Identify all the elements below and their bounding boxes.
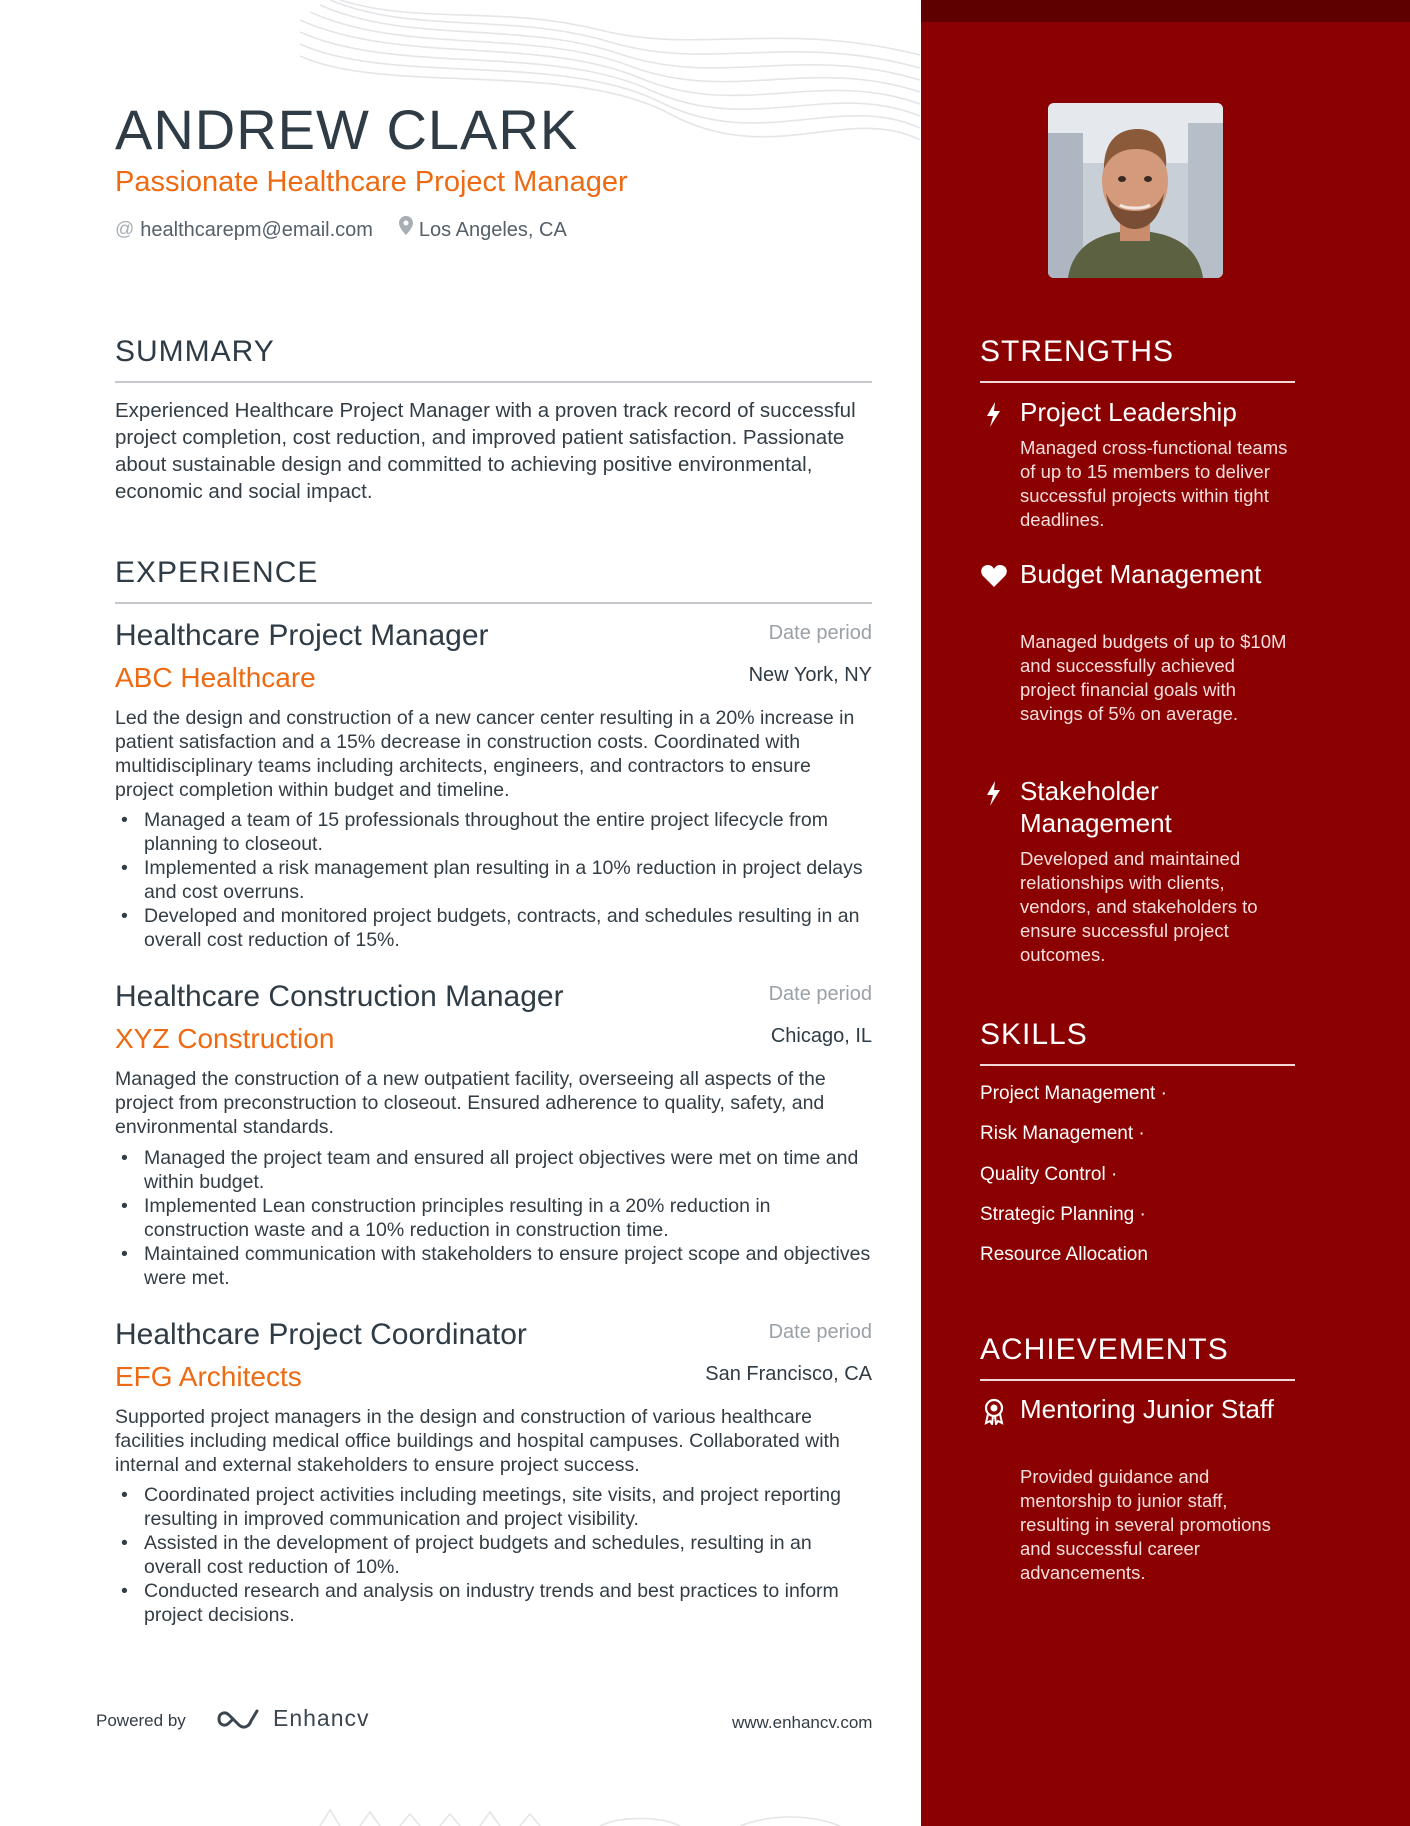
job-company: ABC Healthcare (115, 662, 316, 693)
footer-powered-by: Powered by (96, 1711, 186, 1730)
strength-description: Developed and maintained relationships with clients, vendors, and stakeholders to ensure successful project outcomes. (1020, 848, 1258, 965)
candidate-headline: Passionate Healthcare Project Manager (115, 166, 628, 198)
job-title: Healthcare Construction Manager (115, 980, 564, 1013)
job-bullet-text: Developed and monitored project budgets, contracts, and schedules resulting in an overall cost reduction of 15%. (144, 905, 860, 951)
job-bullet: • Maintained communication with stakeholders to ensure project scope and objectives were met. (121, 1243, 871, 1289)
job-location: Chicago, IL (770, 1025, 872, 1047)
job-date: Date period (768, 1321, 872, 1343)
job-date: Date period (768, 983, 872, 1005)
job-company: XYZ Construction (115, 1023, 335, 1054)
skill-label: Risk Management (980, 1123, 1134, 1144)
skill-item (980, 1203, 1146, 1227)
job-date: Date period (768, 622, 872, 644)
skill-separator: · (1139, 1204, 1146, 1225)
location-text: Los Angeles, CA (418, 219, 567, 241)
achievements-section-title: ACHIEVEMENTS (980, 1333, 1229, 1366)
job-bullet-text: Conducted research and analysis on industry trends and best practices to inform project decisions. (144, 1580, 839, 1626)
skill-item (980, 1243, 1148, 1267)
award-ribbon-icon (980, 1397, 1008, 1425)
skill-separator: · (1160, 1083, 1167, 1104)
achievement-title: Mentoring Junior Staff (1020, 1394, 1274, 1424)
enhancv-logo[interactable] (215, 1705, 370, 1732)
achievement-description: Provided guidance and mentorship to junior staff, resulting in several promotions and successful career advancements. (1020, 1466, 1271, 1583)
strengths-divider (980, 381, 1295, 383)
strength-title: Stakeholder Management (1020, 776, 1172, 838)
sidebar-top-band (921, 0, 1410, 22)
achievements-divider (980, 1379, 1295, 1381)
heart-icon (980, 562, 1008, 590)
experience-divider (115, 602, 872, 604)
job-bullet: • Implemented a risk management plan resulting in a 10% reduction in project delays and cost overruns. (121, 857, 863, 903)
job-bullet: • Developed and monitored project budgets, contracts, and schedules resulting in an overall cost reduction of 15%. (121, 905, 860, 951)
decorative-wave-lines-bottom (300, 1790, 920, 1826)
at-icon: @ (115, 219, 135, 240)
job-bullet: • Coordinated project activities including meetings, site visits, and project reporting resulting in improved communication and project visibility. (121, 1484, 841, 1530)
enhancv-logo-icon (215, 1707, 263, 1731)
strengths-section-title: STRENGTHS (980, 335, 1175, 368)
skill-item (980, 1082, 1167, 1106)
job-company: EFG Architects (115, 1361, 302, 1392)
job-bullet-text: Coordinated project activities including meetings, site visits, and project reporting resulting in improved communication and project visibility. (144, 1484, 841, 1530)
job-title: Healthcare Project Coordinator (115, 1318, 527, 1351)
skill-label: Project Management (980, 1083, 1156, 1104)
strength-title: Budget Management (1020, 559, 1262, 589)
summary-text: Experienced Healthcare Project Manager with a proven track record of successful project completion, cost reduction, and improved patient satisfaction. Passionate about sustainable design and committed to achieving positive environmental, economic and social impact. (115, 399, 856, 503)
job-bullet-text: Maintained communication with stakeholders to ensure project scope and objectives were met. (144, 1243, 871, 1289)
job-description: Managed the construction of a new outpatient facility, overseeing all aspects of the project from preconstruction to closeout. Ensured adherence to quality, safety, and environmental standards. (115, 1068, 826, 1138)
job-bullet-text: Assisted in the development of project budgets and schedules, resulting in an overall cost reduction of 10%. (144, 1532, 812, 1578)
email-text[interactable]: healthcarepm@email.com (140, 219, 373, 241)
profile-photo (1048, 103, 1223, 278)
strength-title: Project Leadership (1020, 397, 1237, 427)
summary-divider (115, 381, 872, 383)
lightning-icon (980, 400, 1008, 428)
skill-label: Strategic Planning (980, 1204, 1135, 1225)
job-bullet-list (115, 1483, 872, 1627)
job-bullet-text: Implemented a risk management plan resulting in a 10% reduction in project delays and cost overruns. (144, 857, 863, 903)
job-description: Led the design and construction of a new cancer center resulting in a 20% increase in patient satisfaction and a 15% decrease in construction costs. Coordinated with multidisciplinary teams including architects, engineers, and contractors to ensure project completion within budget and timeline. (115, 707, 855, 801)
job-bullet: • Implemented Lean construction principles resulting in a 20% reduction in construction waste and a 10% reduction in construction time. (121, 1195, 771, 1241)
enhancv-logo-text: Enhancv (273, 1705, 370, 1731)
job-bullet-text: Managed the project team and ensured all project objectives were met on time and within budget. (144, 1147, 859, 1193)
skill-item (980, 1163, 1117, 1187)
skills-divider (980, 1064, 1295, 1066)
job-bullet: • Managed the project team and ensured all project objectives were met on time and within budget. (121, 1147, 859, 1193)
skill-label: Resource Allocation (980, 1244, 1148, 1265)
job-bullet: • Managed a team of 15 professionals throughout the entire project lifecycle from planning to closeout. (121, 809, 828, 855)
skill-label: Quality Control (980, 1164, 1106, 1185)
strength-description: Managed cross-functional teams of up to 15 members to deliver successful projects within tight deadlines. (1020, 437, 1288, 530)
job-bullet: • Assisted in the development of project budgets and schedules, resulting in an overall cost reduction of 10%. (121, 1532, 812, 1578)
experience-section-title: EXPERIENCE (115, 556, 319, 589)
job-description: Supported project managers in the design and construction of various healthcare facilities including medical office buildings and hospital campuses. Collaborated with internal and external stakeholders to ensure project success. (115, 1406, 840, 1476)
skill-separator: · (1110, 1164, 1118, 1185)
summary-section-title: SUMMARY (115, 335, 275, 368)
skills-section-title: SKILLS (980, 1018, 1088, 1051)
job-bullet-text: Managed a team of 15 professionals throughout the entire project lifecycle from planning to closeout. (144, 809, 828, 855)
job-location: New York, NY (748, 664, 872, 686)
job-bullet-list (115, 1146, 872, 1290)
location-pin-icon (399, 216, 413, 244)
strength-description: Managed budgets of up to $10M and successfully achieved project financial goals with savings of 5% on average. (1020, 631, 1287, 724)
candidate-name: ANDREW CLARK (115, 98, 579, 161)
job-title: Healthcare Project Manager (115, 619, 489, 652)
job-bullet: • Conducted research and analysis on industry trends and best practices to inform project decisions. (121, 1580, 839, 1626)
job-bullet-text: Implemented Lean construction principles resulting in a 20% reduction in construction waste and a 10% reduction in construction time. (144, 1195, 771, 1241)
lightning-icon (980, 779, 1008, 807)
skill-separator: · (1138, 1123, 1145, 1144)
job-bullet-list (115, 808, 872, 952)
footer-url[interactable]: www.enhancv.com (732, 1713, 873, 1732)
contact-info (115, 216, 567, 244)
skill-item (980, 1122, 1145, 1146)
job-location: San Francisco, CA (705, 1363, 872, 1385)
